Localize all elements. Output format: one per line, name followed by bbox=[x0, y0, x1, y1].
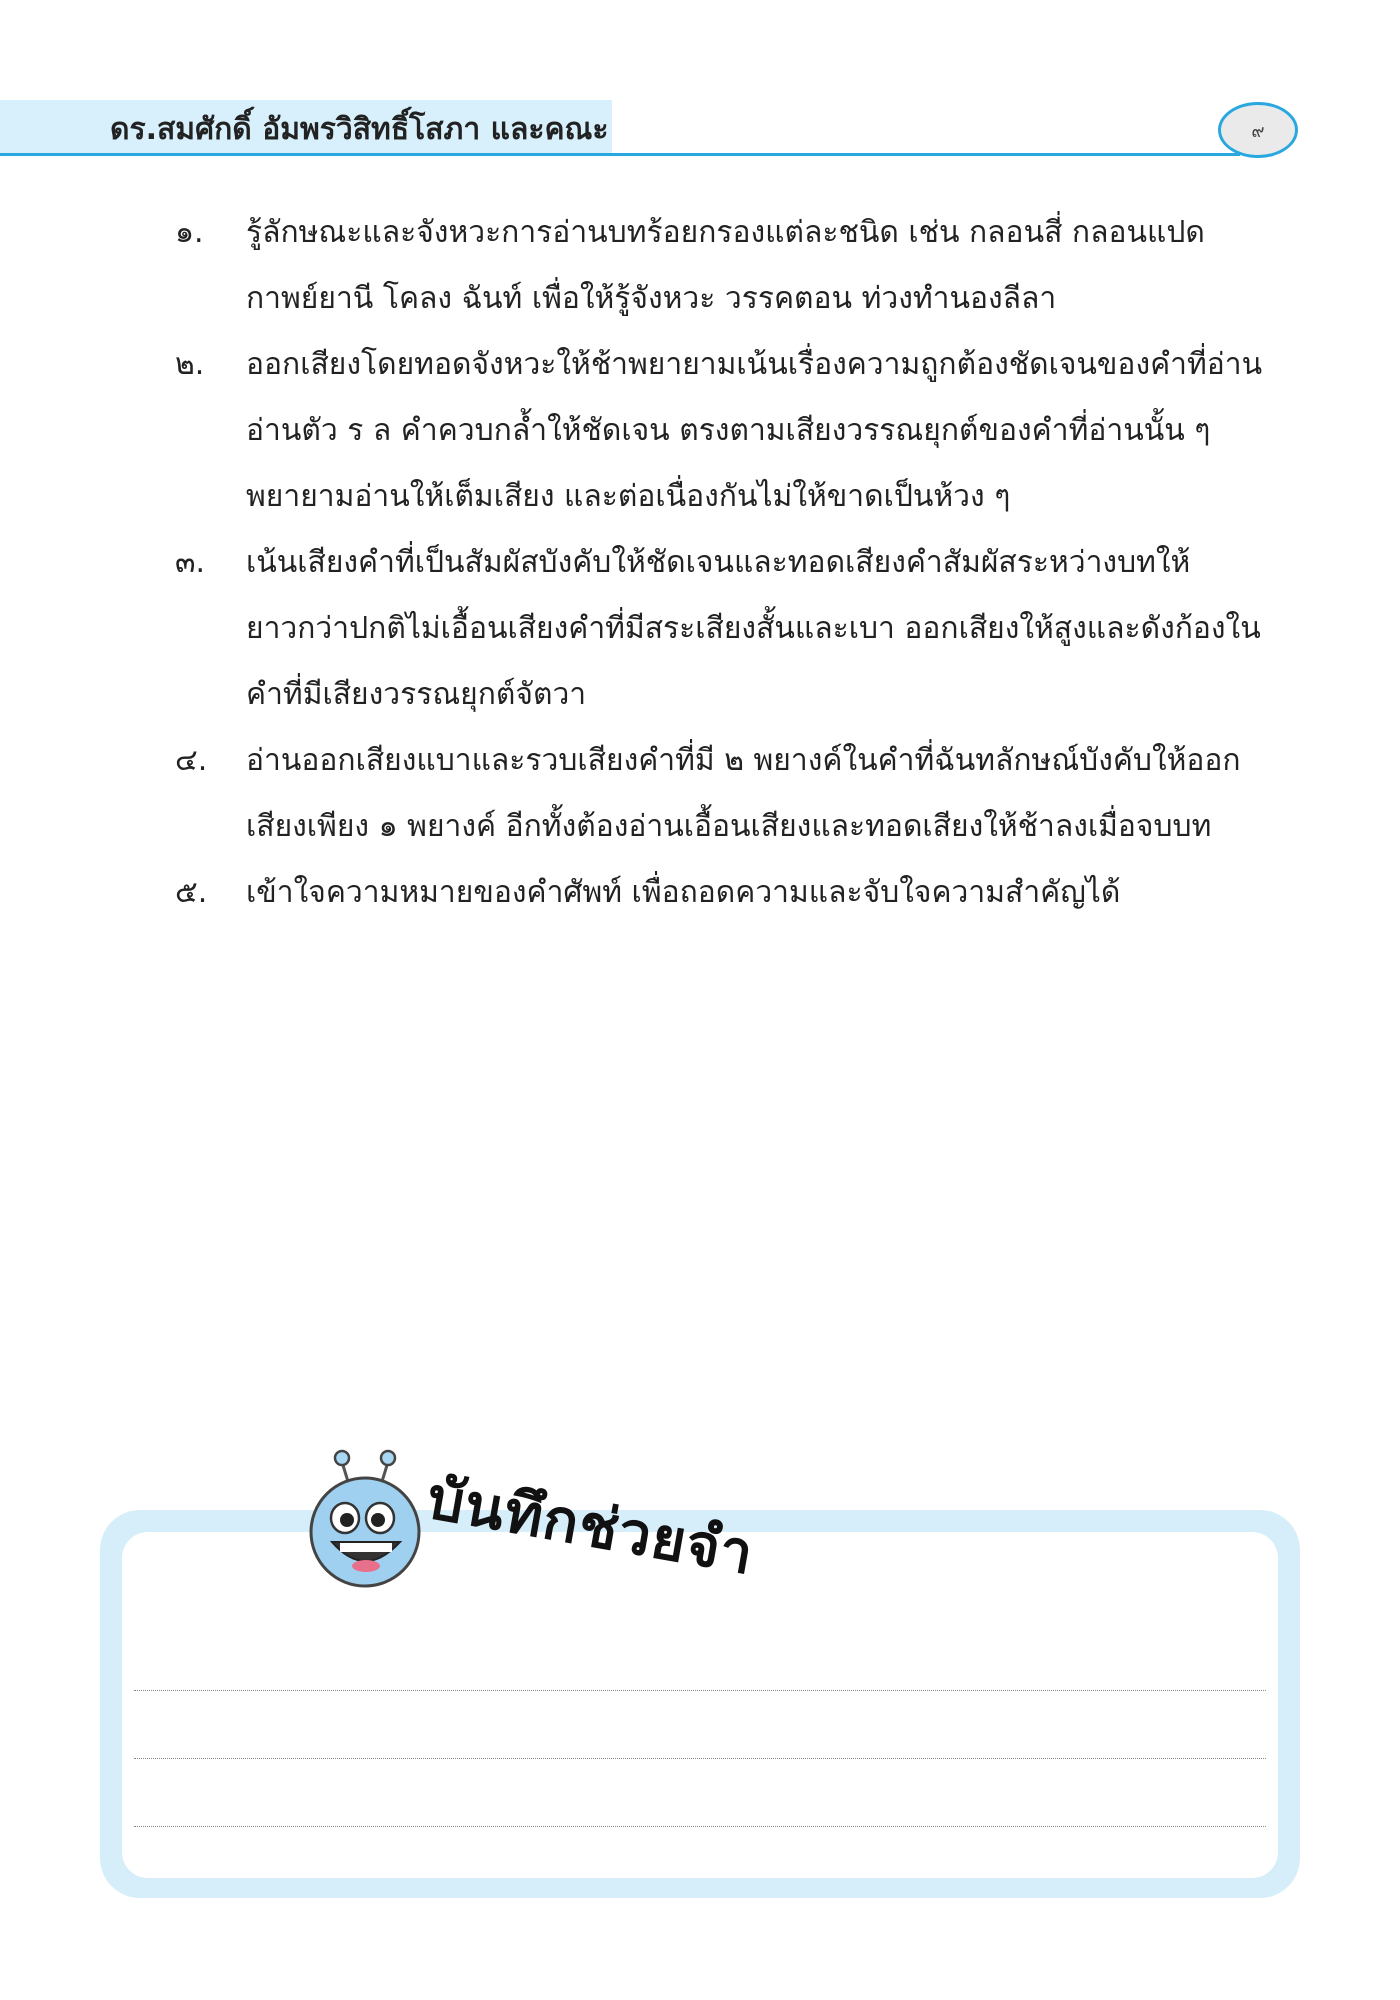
item-number: ๕. bbox=[175, 875, 208, 910]
memo-writing-line bbox=[134, 1758, 1266, 1759]
memo-title: บันทึกช่วยจำ bbox=[422, 1463, 760, 1588]
item-text bbox=[246, 860, 1296, 926]
item-line: พยายามอ่านให้เต็มเสียง และต่อเนื่องกันไม่ให้ขาดเป็นห้วง ๆ bbox=[246, 479, 1011, 514]
item-line: รู้ลักษณะและจังหวะการอ่านบทร้อยกรองแต่ละชนิด เช่น กลอนสี่ กลอนแปด bbox=[246, 215, 1205, 250]
item-line: ยาวกว่าปกติไม่เอื้อนเสียงคำที่มีสระเสียงสั้นและเบา ออกเสียงให้สูงและดังก้องใน bbox=[246, 611, 1261, 646]
item-line: เน้นเสียงคำที่เป็นสัมผัสบังคับให้ชัดเจนและทอดเสียงคำสัมผัสระหว่างบทให้ bbox=[246, 545, 1191, 580]
item-line: ออกเสียงโดยทอดจังหวะให้ช้าพยายามเน้นเรื่องความถูกต้องชัดเจนของคำที่อ่าน bbox=[246, 347, 1263, 382]
item-text bbox=[246, 530, 1296, 728]
page-number: ๙ bbox=[1251, 120, 1265, 142]
item-line: กาพย์ยานี โคลง ฉันท์ เพื่อให้รู้จังหวะ วรรคตอน ท่วงทำนองลีลา bbox=[246, 281, 1057, 316]
item-number: ๓. bbox=[175, 545, 206, 580]
item-line: เสียงเพียง ๑ พยางค์ อีกทั้งต้องอ่านเอื้อนเสียงและทอดเสียงให้ช้าลงเมื่อจบบท bbox=[246, 809, 1212, 844]
item-text bbox=[246, 332, 1296, 530]
memo-writing-line bbox=[134, 1826, 1266, 1827]
running-header-title: ดร.สมศักดิ์ อัมพรวิสิทธิ์โสภา และคณะ bbox=[110, 112, 609, 147]
item-line: อ่านตัว ร ล คำควบกล้ำให้ชัดเจน ตรงตามเสียงวรรณยุกต์ของคำที่อ่านนั้น ๆ bbox=[246, 413, 1211, 448]
item-line: คำที่มีเสียงวรรณยุกต์จัตวา bbox=[246, 677, 587, 712]
item-text bbox=[246, 728, 1296, 860]
item-number: ๑. bbox=[175, 215, 204, 250]
memo-writing-line bbox=[134, 1690, 1266, 1691]
item-line: เข้าใจความหมายของคำศัพท์ เพื่อถอดความและจับใจความสำคัญได้ bbox=[246, 875, 1121, 910]
page-number-badge bbox=[1218, 102, 1298, 158]
item-text bbox=[246, 200, 1296, 332]
item-number: ๒. bbox=[175, 347, 205, 382]
item-line: อ่านออกเสียงแบาและรวบเสียงคำที่มี ๒ พยางค์ในคำที่ฉันทลักษณ์บังคับให้ออก bbox=[246, 743, 1241, 778]
item-number: ๔. bbox=[175, 743, 208, 778]
header-rule bbox=[0, 153, 1240, 156]
robot-mascot-icon bbox=[300, 1440, 430, 1590]
